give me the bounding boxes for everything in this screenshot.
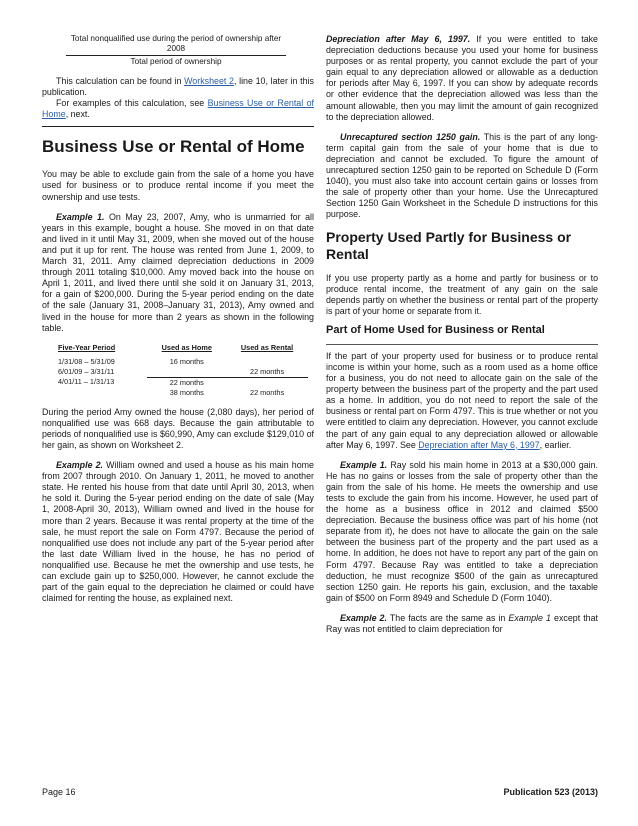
unrecaptured-label: Unrecaptured section 1250 gain. [340, 131, 481, 142]
depreciation-link[interactable]: Depreciation after May 6, 1997 [418, 439, 540, 450]
partly-used-paragraph: If you use property partly as a home and partly for business or to produce rental income, the treatment of any gain on the sale depends partly on whether the business or rental part of the property is part of your home or separate from it. [326, 272, 598, 316]
example-1-reference: Example 1 [508, 612, 551, 623]
table-row: 1/31/08 – 5/31/09 16 months [58, 356, 204, 366]
calculation-note: This calculation can be found in Worksheet 2, line 10, later in this publication. [42, 76, 314, 98]
section-divider [42, 126, 314, 127]
depreciation-paragraph: Depreciation after May 6, 1997. If you were entitled to take depreciation deductions because you used your home for business purposes or as rental property, you cannot exclude the part of your gain equal to any depreciation allowed or allowable as a deduction for periods after May 6, 1997. If you can show by adequate records or other evidence that the depreciation allowed was less than the amount allowable, then you may limit the amount of gain recognized to the depreciation allowed. [326, 34, 598, 122]
examples-note: For examples of this calculation, see Business Use or Rental of Home, next. [42, 98, 314, 120]
subheading-divider [326, 344, 598, 345]
table-row: 6/01/09 – 3/31/11 22 months [58, 366, 285, 376]
part-of-home-subheading: Part of Home Used for Business or Rental [326, 323, 545, 336]
table-header: Five-Year Period [58, 342, 116, 352]
section-heading: Business Use or Rental of Home [42, 137, 305, 157]
ray-example-1-label: Example 1. [340, 459, 388, 470]
ray-example-2-label: Example 2. [340, 612, 387, 623]
example-2-label: Example 2. [56, 460, 103, 471]
ray-example-1-paragraph: Example 1. Ray sold his main home in 2013 at a $30,000 gain. He has no gains or losses from the sale of property other than the gain from the sale of his home. He meets the ownership and use tests to exclude the gain from his income. However, he used part of the home as a business office in 2012 and claimed $500 depreciation. Because the business office was part of his home (not separate from it), he does not have to allocate the gain on the sale between the business part of the property and the part used as a home. In addition, he does not have to report any part of the gain on Form 4797. Because Ray was entitled to take a depreciation deduction, he must recognize $500 of the gain as unrecaptured section 1250 gain. He reports his gain, exclusion, and the taxable gain of $500 on Form 8949 and Schedule D (Form 1040). [326, 459, 598, 603]
table-header: Used as Home [161, 342, 212, 352]
fraction-numerator: Total nonqualified use during the period of ownership after 2008 [66, 34, 286, 56]
nonqualified-use-fraction [66, 34, 286, 67]
depreciation-label: Depreciation after May 6, 1997. [326, 34, 471, 44]
example-1-paragraph: Example 1. On May 23, 2007, Amy, who is unmarried for all years in this example, bought a house. She moved in on that date and lived in it until May 31, 2009, when she moved out of the house and put it up for rent. The house was rented from June 1, 2009, to March 31, 2011. Amy claimed depreciation deductions in 2009 through 2011 totaling $10,000. Amy moved back into the house on April 1, 2011, and lived there until she sold it on January 31, 2013, for a gain of $200,000. During the 5-year period ending on the date of the sale (January 31, 2008–January 31, 2013), Amy owned and lived in the house for more than 2 years as shown in the following table. [42, 211, 314, 333]
example-1-conclusion: During the period Amy owned the house (2,080 days), her period of nonqualified use was 668 days. Because the gain attributable to periods of nonqualified use is $60,990, Amy can exclude $129,010 of her gain, as shown on Worksheet 2. [42, 406, 314, 450]
fraction-denominator: Total period of ownership [130, 57, 222, 66]
ray-example-2-paragraph: Example 2. The facts are the same as in Example 1 except that Ray was not entitled to claim depreciation for [326, 612, 599, 635]
property-used-heading: Property Used Partly for Business or Rental [326, 228, 572, 262]
part-of-home-paragraph: If the part of your property used for business or to produce rental income is within your home, such as a room used as a home office for a business, you do not need to allocate gain on the sale of the property between the business part of the property and the part used as a home. In addition, you do not need to report the sale of the business or rental part on Form 4797. This is true whether or not you were entitled to claim any depreciation. However, you cannot exclude the part of any gain equal to any depreciation allowed or allowable after May 6, 1997. See Depreciation after May 6, 1997, earlier. [326, 350, 598, 450]
worksheet-2-link[interactable]: Worksheet 2 [184, 76, 234, 86]
page-number: Page 16 [42, 787, 76, 797]
business-use-link[interactable]: Business Use or Rental of Home [42, 98, 314, 120]
intro-paragraph: You may be able to exclude gain from the sale of a home you have used for business or to produce rental income if you meet the ownership and use tests. [42, 169, 314, 202]
five-year-period-table [58, 343, 308, 398]
example-1-label: Example 1. [56, 211, 105, 222]
table-total-row: 38 months 22 months [169, 387, 285, 397]
unrecaptured-paragraph: Unrecaptured section 1250 gain. This is the part of any long-term capital gain from the sale of your home that is due to depreciation and cannot be excluded. To figure the amount of unrecaptured section 1250 gain to be reported on Schedule D (Form 1040), you must also take into account certain gains or losses from the sale of property other than your home. Use the Unrecaptured Section 1250 Gain Worksheet in the Schedule D instructions for this purpose. [326, 131, 598, 220]
right-column [326, 34, 598, 635]
example-2-paragraph: Example 2. William owned and used a house as his main home from 2007 through 2010. On January 1, 2011, he moved to another state. He rented his house from that date until April 30, 2013, when he sold it. During the 5-year period ending on the date of sale (May 1, 2008-April 30, 2013), William owned and lived in the house for more than 2 years. Because it was rental property at the time of the sale, he must report the sale on Form 4797. Because the period of nonqualified use does not include any part of the 5-year period after the last date William lived in the house, he has no period of nonqualified use. Because he met the ownership and use tests, he can exclude gain up to $250,000. However, he cannot exclude the part of the gain equal to the depreciation he claimed or could have claimed for renting the house, as explained next. [42, 460, 314, 604]
table-row: 4/01/11 – 1/31/13 22 months [58, 377, 308, 388]
publication-title: Publication 523 (2013) [503, 787, 598, 797]
table-header: Used as Rental [240, 342, 294, 352]
left-column [42, 34, 314, 604]
